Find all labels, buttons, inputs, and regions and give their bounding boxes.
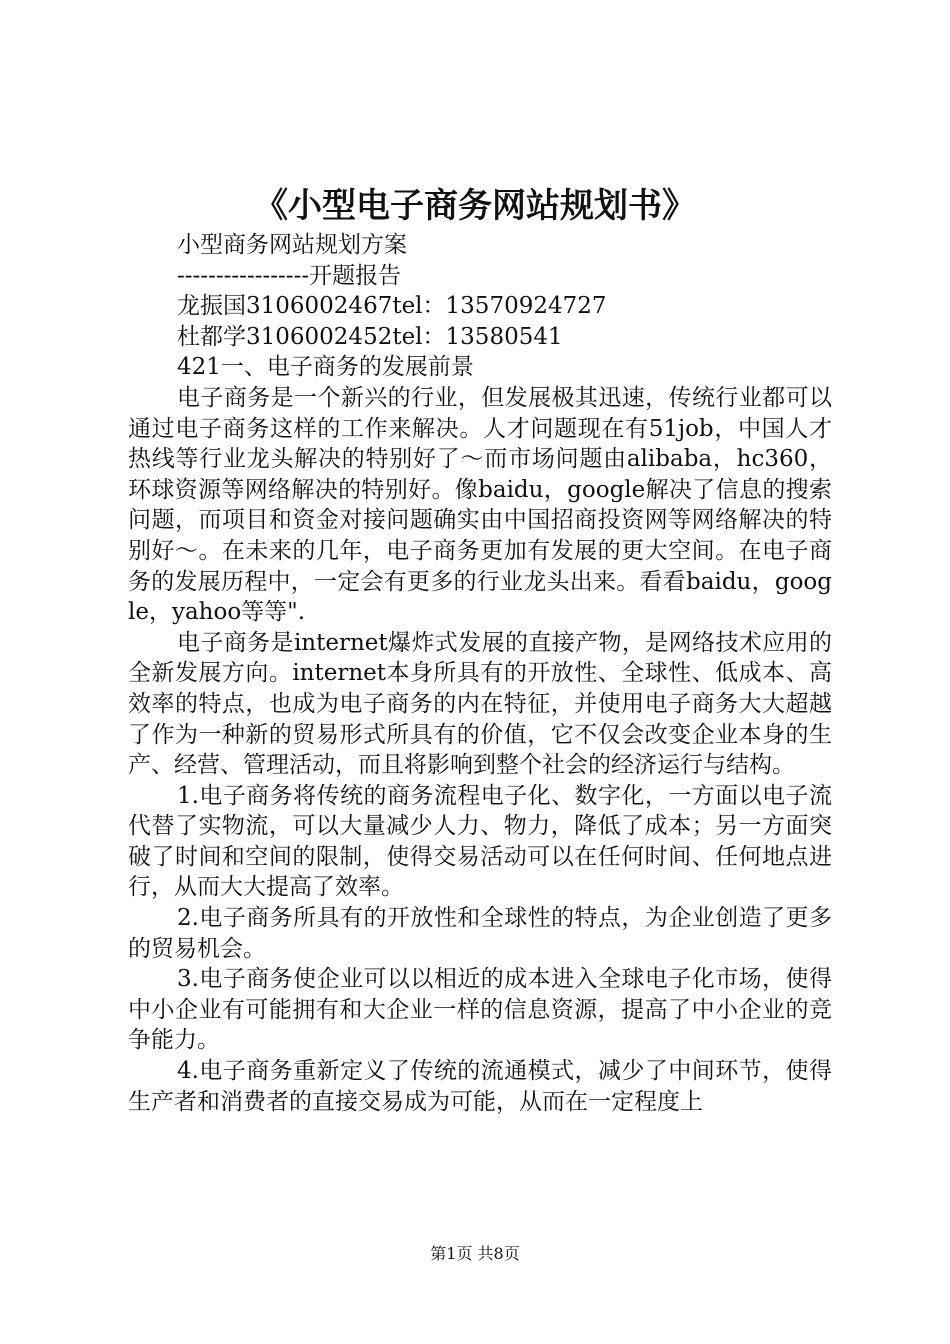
report-label-line: -----------------开题报告 bbox=[177, 262, 402, 289]
document-body bbox=[128, 230, 832, 1117]
page-footer: 第1页 共8页 bbox=[430, 1244, 520, 1263]
author-line-1: 龙振国3106002467tel：13570924727 bbox=[177, 293, 607, 320]
paragraph-point-4: 4.电子商务重新定义了传统的流通模式，减少了中间环节，使得生产者和消费者的直接交易成为可能，从而在一定程度上 bbox=[128, 1058, 832, 1115]
author-line-2: 杜都学3106002452tel：13580541 bbox=[177, 323, 563, 350]
paragraph-point-1: 1.电子商务将传统的商务流程电子化、数字化，一方面以电子流代替了实物流，可以大量减少人力、物力，降低了成本；另一方面突破了时间和空间的限制，使得交易活动可以在任何时间、任何地点进行，从而大大提高了效率。 bbox=[128, 782, 832, 901]
paragraph-prospects: 电子商务是一个新兴的行业，但发展极其迅速，传统行业都可以通过电子商务这样的工作来解决。人才问题现在有51job，中国人才热线等行业龙头解决的特别好了～而市场问题由alibaba，hc360，环球资源等网络解决的特别好。像baidu，google解决了信息的搜索问题，而项目和资金对接问题确实由中国招商投资网等网络解决的特别好～。在未来的几年，电子商务更加有发展的更大空间。在电子商务的发展历程中，一定会有更多的行业龙头出来。看看baidu，google，yahoo等等". bbox=[128, 384, 832, 626]
section-heading: 421一、电子商务的发展前景 bbox=[177, 354, 474, 381]
paragraph-internet: 电子商务是internet爆炸式发展的直接产物，是网络技术应用的全新发展方向。internet本身所具有的开放性、全球性、低成本、高效率的特点，也成为电子商务的内在特征，并使用电子商务大大超越了作为一种新的贸易形式所具有的价值，它不仅会改变企业本身的生产、经营、管理活动，而且将影响到整个社会的经济运行与结构。 bbox=[128, 629, 832, 779]
subtitle-line: 小型商务网站规划方案 bbox=[177, 232, 407, 258]
paragraph-point-3: 3.电子商务使企业可以以相近的成本进入全球电子化市场，使得中小企业有可能拥有和大企业一样的信息资源，提高了中小企业的竞争能力。 bbox=[128, 966, 832, 1054]
paragraph-point-2: 2.电子商务所具有的开放性和全球性的特点，为企业创造了更多的贸易机会。 bbox=[128, 905, 832, 962]
document-title: 《小型电子商务网站规划书》 bbox=[254, 186, 696, 226]
